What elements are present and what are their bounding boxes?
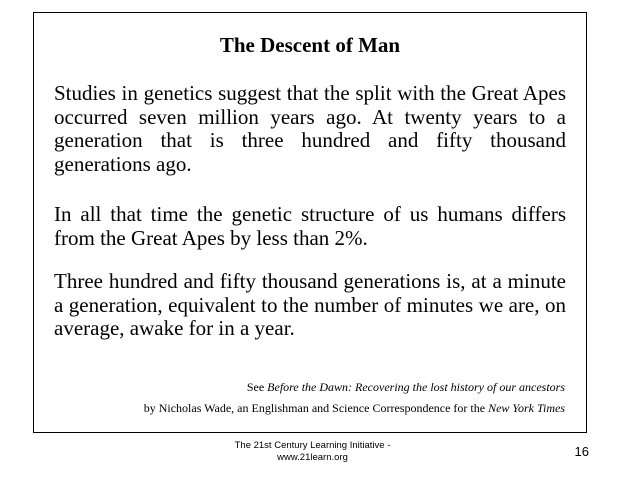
citation-author: by Nicholas Wade, an Englishman and Science Correspondence for the bbox=[143, 401, 489, 415]
page-number: 16 bbox=[574, 444, 589, 459]
paragraph-generations-minutes: Three hundred and fifty thousand generations is, at a minute a generation, equivalent to the number of minutes we are, on average, awake for in a year. bbox=[54, 269, 566, 340]
footer-source bbox=[220, 440, 405, 464]
citation-book-title: Before the Dawn: Recovering the lost history of our ancestors bbox=[267, 380, 565, 394]
slide-frame bbox=[33, 12, 587, 433]
slide-title: The Descent of Man bbox=[219, 33, 401, 57]
paragraph-genetics-split: Studies in genetics suggest that the split with the Great Apes occurred seven million years ago. At twenty years to a generation that is three hundred and fifty thousand generations ago. bbox=[54, 81, 566, 176]
citation-line-1 bbox=[45, 379, 565, 395]
citation-publication: New York Times bbox=[488, 401, 565, 415]
citation-line-2 bbox=[45, 400, 565, 416]
footer-website: www.21learn.org bbox=[277, 452, 348, 463]
footer-organization: The 21st Century Learning Initiative - bbox=[234, 440, 391, 451]
paragraph-genetic-structure: In all that time the genetic structure of us humans differs from the Great Apes by less than 2%. bbox=[54, 202, 566, 250]
citation-see-prefix: See bbox=[246, 380, 268, 394]
